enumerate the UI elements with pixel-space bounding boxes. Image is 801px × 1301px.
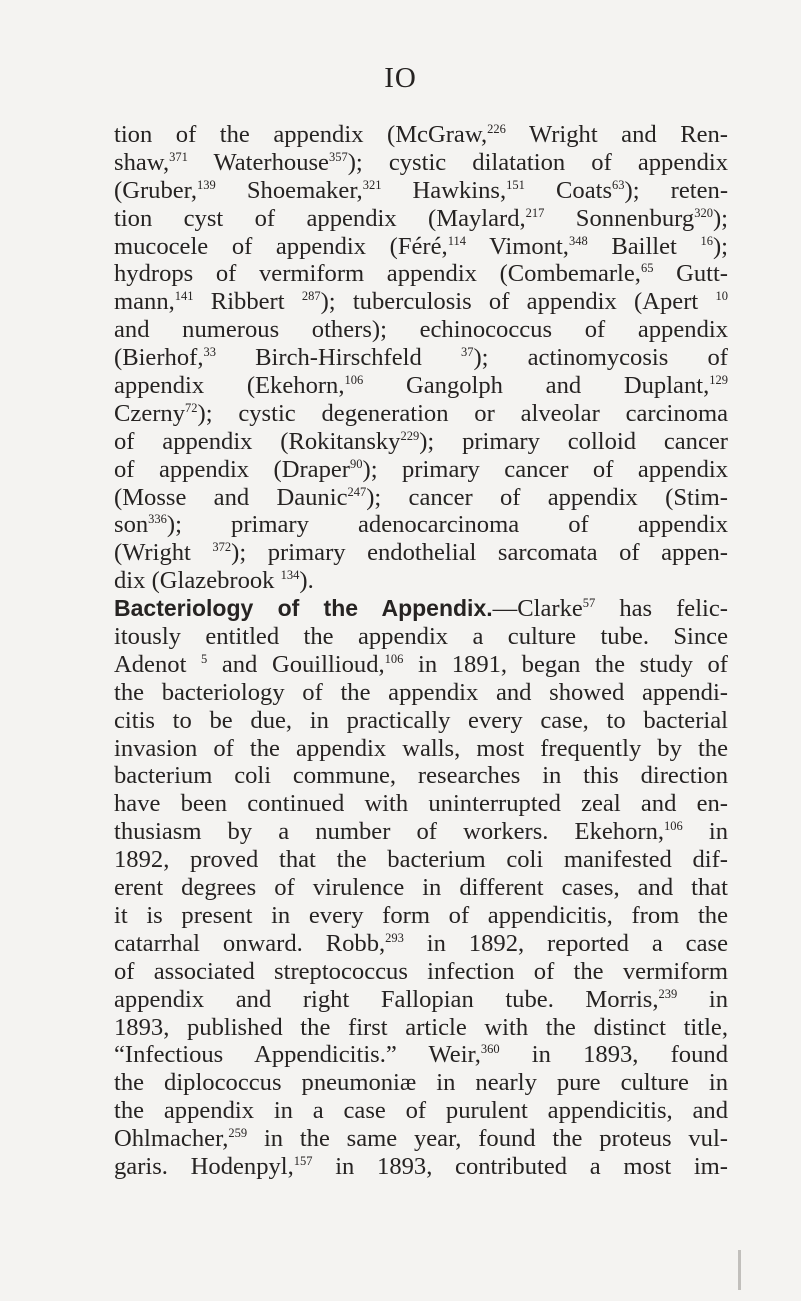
- text-line: [114, 121, 728, 149]
- text-segment: tion cyst of appendix (Maylard,: [114, 204, 526, 232]
- text-line: [114, 595, 728, 623]
- text-segment: mann,: [114, 288, 175, 316]
- text-segment: mucocele of appendix (Féré,: [114, 232, 448, 260]
- text-line: [114, 790, 728, 818]
- text-line: [114, 567, 728, 595]
- text-segment: ); primary cancer of appendix: [362, 455, 728, 483]
- text-line: [114, 539, 728, 567]
- text-line: [114, 1097, 728, 1125]
- citation-superscript: 33: [203, 345, 216, 360]
- citation-superscript: 360: [480, 1042, 500, 1057]
- text-segment: garis. Hodenpyl,: [114, 1152, 294, 1180]
- citation-superscript: 72: [185, 400, 198, 415]
- text-line: [114, 316, 728, 344]
- text-segment: );: [712, 232, 729, 260]
- citation-superscript: 37: [460, 345, 474, 360]
- text-segment: in 1892, reported a case: [403, 929, 728, 957]
- citation-superscript: 357: [328, 149, 348, 164]
- citation-superscript: 106: [664, 819, 683, 834]
- citation-superscript: 239: [658, 986, 678, 1001]
- text-segment: the diplococcus pneumoniæ in nearly pure culture in: [114, 1069, 728, 1097]
- text-line: [114, 288, 728, 316]
- text-line: [114, 958, 728, 986]
- citation-superscript: 259: [228, 1126, 248, 1141]
- text-segment: (Gruber,: [114, 176, 198, 204]
- text-segment: ); actinomycosis of: [473, 344, 728, 372]
- text-segment: in 1893, contributed a most im-: [312, 1152, 728, 1180]
- citation-superscript: 336: [148, 512, 167, 527]
- citation-superscript: 229: [400, 428, 420, 443]
- citation-superscript: 287: [301, 289, 321, 304]
- text-segment: ); cancer of appendix (Stim-: [366, 483, 728, 511]
- text-segment: shaw,: [114, 148, 170, 176]
- text-line: [114, 428, 728, 456]
- text-segment: have been continued with uninterrupted zeal and en-: [114, 790, 728, 818]
- page-number: IO: [384, 62, 417, 94]
- text-line: [114, 1041, 728, 1069]
- citation-superscript: 139: [197, 177, 216, 192]
- citation-superscript: 106: [384, 651, 404, 666]
- text-segment: ); cystic dilatation of appendix: [347, 148, 728, 176]
- text-line: [114, 623, 728, 651]
- text-segment: and Gouillioud,: [207, 650, 385, 678]
- text-segment: itously entitled the appendix a culture tube. Since: [114, 623, 728, 651]
- text-segment: of associated streptococcus infection of the vermiform: [114, 957, 728, 985]
- citation-superscript: 372: [212, 540, 232, 555]
- citation-superscript: 320: [694, 205, 713, 220]
- text-segment: it is present in every form of appendicitis, from the: [114, 901, 728, 929]
- text-line: [114, 762, 728, 790]
- citation-superscript: 106: [344, 373, 364, 388]
- text-line: [114, 902, 728, 930]
- citation-superscript: 217: [525, 205, 545, 220]
- text-segment: ).: [299, 567, 314, 595]
- text-segment: dix (Glazebrook: [114, 567, 281, 595]
- citation-superscript: 226: [487, 122, 506, 136]
- text-line: [114, 818, 728, 846]
- text-line: [114, 1014, 728, 1042]
- text-segment: appendix (Ekehorn,: [114, 372, 345, 400]
- text-segment: ); primary adenocarcinoma of appendix: [166, 511, 728, 539]
- text-segment: hydrops of vermiform appendix (Combemarle,: [114, 260, 641, 288]
- text-segment: (Bierhof,: [114, 344, 204, 372]
- text-segment: Czerny: [114, 399, 186, 427]
- text-line: [114, 986, 728, 1014]
- citation-superscript: 57: [582, 596, 596, 611]
- citation-superscript: 247: [347, 484, 367, 499]
- text-line: [114, 1069, 728, 1097]
- text-segment: Waterhouse: [187, 148, 329, 176]
- text-segment: Coats: [524, 176, 613, 204]
- text-segment: “Infectious Appendicitis.”: [114, 1041, 397, 1069]
- text-segment: Ohlmacher,: [114, 1125, 229, 1153]
- text-segment: in: [682, 818, 728, 846]
- text-segment: Hawkins,: [381, 176, 507, 204]
- text-segment: Sonnenburg: [544, 204, 695, 232]
- text-segment: of appendix (Rokitansky: [114, 427, 401, 455]
- text-segment: in 1891, began the study of: [403, 650, 728, 678]
- text-segment: —Clarke: [492, 595, 583, 623]
- text-segment: bacterium coli commune, researches in this direction: [114, 762, 728, 790]
- text-segment: Vimont,: [465, 232, 569, 260]
- text-segment: Birch-Hirschfeld: [215, 344, 461, 372]
- text-line: [114, 177, 728, 205]
- text-line: [114, 484, 728, 512]
- text-segment: of appendix (Draper: [114, 455, 351, 483]
- text-segment: (Wright: [114, 539, 213, 567]
- text-segment: the appendix in a case of purulent appendicitis, and: [114, 1097, 728, 1125]
- text-segment: in 1893, found: [499, 1041, 728, 1069]
- text-line: [114, 260, 728, 288]
- text-segment: Shoemaker,: [215, 176, 363, 204]
- text-segment: in: [677, 985, 728, 1013]
- text-segment: Gutt-: [653, 260, 728, 288]
- text-line: [114, 735, 728, 763]
- text-line: [114, 456, 728, 484]
- text-segment: invasion of the appendix walls, most frequently by the: [114, 734, 728, 762]
- citation-superscript: 90: [350, 456, 363, 471]
- text-line: [114, 400, 728, 428]
- text-segment: citis to be due, in practically every case, to bacterial: [114, 706, 728, 734]
- text-line: [114, 372, 728, 400]
- text-segment: Ribbert: [193, 288, 302, 316]
- text-segment: appendix and right Fallopian tube. Morris,: [114, 985, 659, 1013]
- text-line: [114, 233, 728, 261]
- text-segment: ); cystic degeneration or alveolar carcinoma: [197, 399, 728, 427]
- text-line: [114, 874, 728, 902]
- text-line: [114, 149, 728, 177]
- citation-superscript: 134: [280, 568, 300, 583]
- margin-mark: [738, 1250, 741, 1290]
- text-line: [114, 344, 728, 372]
- text-segment: Gangolph and Duplant,: [363, 372, 710, 400]
- text-segment: Weir,: [396, 1041, 481, 1069]
- text-segment: has felic-: [595, 595, 728, 623]
- text-segment: catarrhal onward. Robb,: [114, 929, 386, 957]
- text-line: [114, 679, 728, 707]
- citation-superscript: 157: [293, 1153, 313, 1168]
- citation-superscript: 141: [174, 289, 194, 304]
- text-segment: ); tuberculosis of appendix (Apert: [320, 288, 716, 316]
- citation-superscript: 114: [447, 233, 466, 248]
- citation-superscript: 10: [715, 289, 728, 304]
- text-line: [114, 707, 728, 735]
- citation-superscript: 129: [709, 373, 728, 388]
- citation-superscript: 321: [362, 177, 382, 192]
- text-segment: ); primary colloid cancer: [419, 427, 728, 455]
- text-segment: ); primary endothelial sarcomata of appen-: [231, 539, 728, 567]
- citation-superscript: 5: [201, 651, 208, 666]
- citation-superscript: 16: [700, 233, 713, 248]
- text-line: [114, 651, 728, 679]
- text-segment: ); reten-: [624, 176, 729, 204]
- text-line: [114, 930, 728, 958]
- text-line: [114, 205, 728, 233]
- citation-superscript: 371: [169, 149, 188, 164]
- text-segment: Baillet: [587, 232, 701, 260]
- text-segment: thusiasm by a number of workers. Ekehorn,: [114, 818, 665, 846]
- text-line: [114, 1125, 728, 1153]
- text-segment: 1892, proved that the bacterium coli manifested dif-: [114, 846, 728, 874]
- text-segment: );: [712, 204, 728, 232]
- citation-superscript: 65: [640, 261, 654, 276]
- text-segment: son: [114, 511, 149, 539]
- text-segment: in the same year, found the proteus vul-: [247, 1125, 728, 1153]
- text-segment: Adenot: [114, 650, 201, 678]
- text-segment: and numerous others); echinococcus of appendix: [114, 316, 728, 344]
- body-text: [114, 121, 728, 1181]
- text-line: [114, 1153, 728, 1181]
- citation-superscript: 151: [506, 177, 525, 192]
- citation-superscript: 293: [385, 930, 404, 945]
- text-line: [114, 846, 728, 874]
- text-segment: Wright and Ren-: [505, 121, 728, 148]
- section-heading: Bacteriology of the Appendix.: [114, 595, 493, 622]
- text-segment: tion of the appendix (McGraw,: [114, 121, 488, 148]
- text-line: [114, 511, 728, 539]
- text-segment: erent degrees of virulence in different cases, and that: [114, 874, 728, 902]
- citation-superscript: 63: [612, 177, 625, 192]
- text-segment: (Mosse and Daunic: [114, 483, 348, 511]
- text-segment: 1893, published the first article with the distinct title,: [114, 1013, 728, 1041]
- text-segment: the bacteriology of the appendix and showed appendi-: [114, 678, 728, 706]
- citation-superscript: 348: [568, 233, 588, 248]
